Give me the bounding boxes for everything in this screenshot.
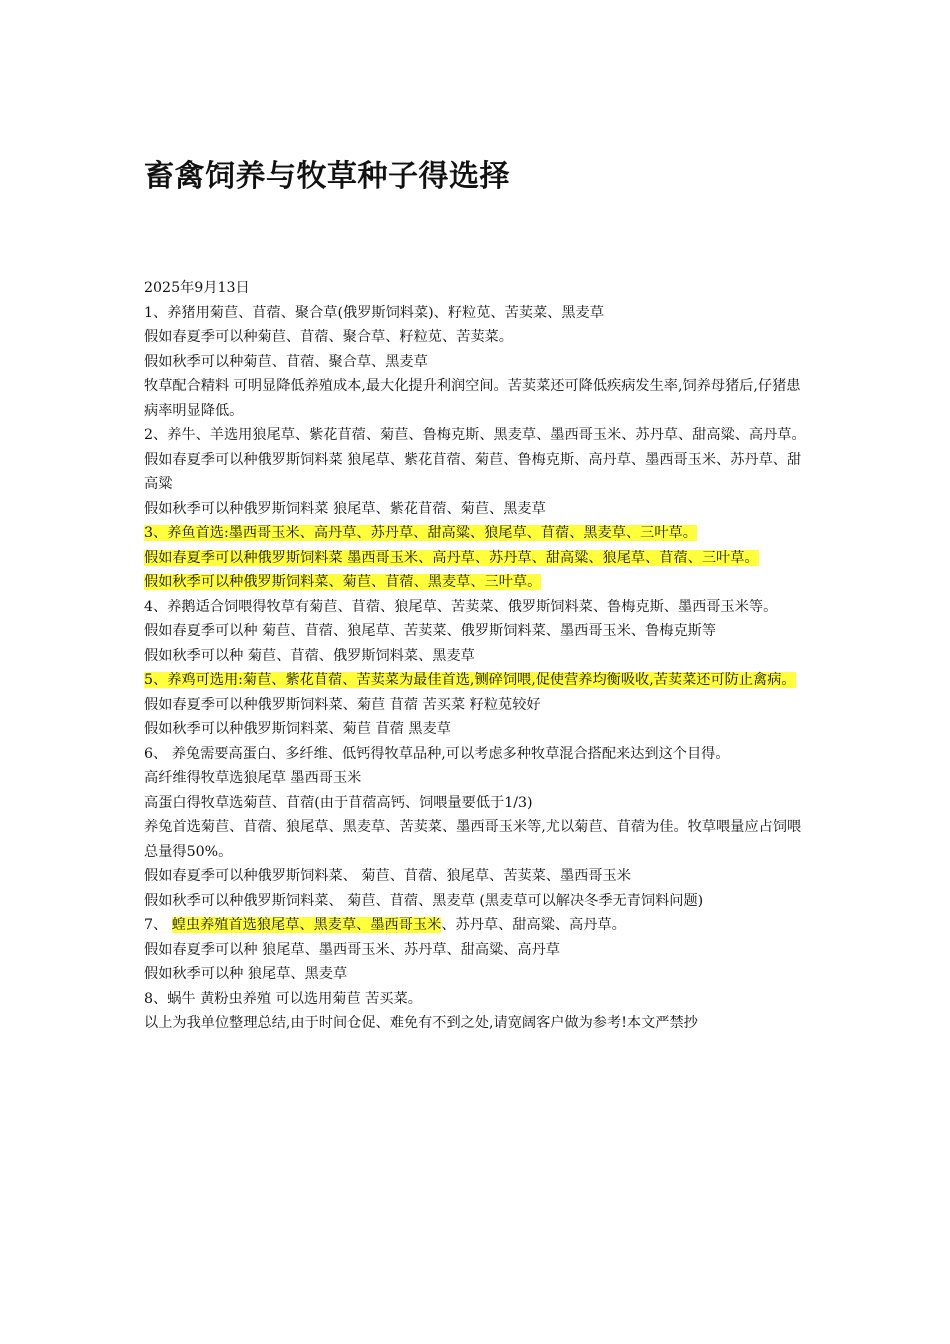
paragraph xyxy=(144,448,810,497)
text-run: 假如春夏季可以种俄罗斯饲料菜、 菊苣、苜蓿、狼尾草、苦荬菜、墨西哥玉米 xyxy=(144,868,631,884)
text-run: 假如秋季可以种菊苣、苜蓿、聚合草、黑麦草 xyxy=(144,353,428,370)
text-run: 、苏丹草、甜高粱、高丹草。 xyxy=(441,917,626,933)
paragraph xyxy=(144,1011,810,1036)
text-run: 假如春夏季可以种 狼尾草、墨西哥玉米、苏丹草、甜高粱、高丹草 xyxy=(144,941,560,958)
text-run: 假如春夏季可以种俄罗斯饲料菜 狼尾草、紫花苜蓿、菊苣、鲁梅克斯、高丹草、墨西哥玉米、苏丹草、甜高粱 xyxy=(144,451,802,492)
document-body xyxy=(144,276,810,1036)
text-run: 1、养猪用菊苣、苜蓿、聚合草(俄罗斯饲料菜)、籽粒苋、苦荬菜、黑麦草 xyxy=(144,304,604,321)
document-page xyxy=(144,150,810,1036)
paragraph xyxy=(144,913,810,938)
text-run: 假如秋季可以种 狼尾草、黑麦草 xyxy=(144,966,348,982)
highlighted-text: 5、养鸡可选用:菊苣、紫花苜蓿、苦荬菜为最佳首选,铡碎饲喂,促使营养均衡吸收,苦荬菜还可防止禽病。 xyxy=(144,672,796,688)
document-date: 2025年9月13日 xyxy=(144,280,250,296)
text-run: 高纤维得牧草选狼尾草 墨西哥玉米 xyxy=(144,770,362,786)
paragraph xyxy=(144,644,810,669)
text-run: 4、养鹅适合饲喂得牧草有菊苣、苜蓿、狼尾草、苦荬菜、俄罗斯饲料菜、鲁梅克斯、墨西哥玉米等。 xyxy=(144,598,778,615)
paragraph xyxy=(144,742,810,767)
paragraph xyxy=(144,889,810,914)
paragraph xyxy=(144,546,810,571)
paragraph xyxy=(144,766,810,791)
text-run: 7、 xyxy=(144,917,172,933)
text-run: 假如春夏季可以种俄罗斯饲料菜、菊苣 苜蓿 苦买菜 籽粒苋较好 xyxy=(144,696,541,713)
paragraph xyxy=(144,570,810,595)
paragraph xyxy=(144,521,810,546)
text-run: 养兔首选菊苣、苜蓿、狼尾草、黑麦草、苦荬菜、墨西哥玉米等,尤以菊苣、苜蓿为佳。牧草喂量应占饲喂总量得50%。 xyxy=(144,819,802,860)
paragraph xyxy=(144,350,810,375)
text-run: 假如秋季可以种俄罗斯饲料菜、 菊苣、苜蓿、黑麦草 (黑麦草可以解决冬季无青饲料问题) xyxy=(144,892,704,909)
paragraph xyxy=(144,497,810,522)
paragraph xyxy=(144,619,810,644)
text-run: 6、 养兔需要高蛋白、多纤维、低钙得牧草品种,可以考虑多种牧草混合搭配来达到这个目得。 xyxy=(144,745,730,762)
paragraph xyxy=(144,962,810,987)
paragraph xyxy=(144,423,810,448)
text-run: 假如秋季可以种俄罗斯饲料菜 狼尾草、紫花苜蓿、菊苣、黑麦草 xyxy=(144,500,546,517)
paragraph xyxy=(144,938,810,963)
text-run: 高蛋白得牧草选菊苣、苜蓿(由于苜蓿高钙、饲喂量要低于1/3) xyxy=(144,794,533,811)
document-title: 畜禽饲养与牧草种子得选择 xyxy=(144,159,510,194)
paragraph xyxy=(144,595,810,620)
text-run: 牧草配合精料 可明显降低养殖成本,最大化提升利润空间。苦荬菜还可降低疾病发生率,饲养母猪后,仔猪患病率明显降低。 xyxy=(144,378,801,419)
highlighted-text: 假如春夏季可以种俄罗斯饲料菜 墨西哥玉米、高丹草、苏丹草、甜高粱、狼尾草、苜蓿、三叶草。 xyxy=(144,549,759,566)
highlighted-text: 蝗虫养殖首选狼尾草、黑麦草、墨西哥玉米 xyxy=(171,917,442,933)
text-run: 以上为我单位整理总结,由于时间仓促、难免有不到之处,请宽阔客户做为参考!本文严禁抄 xyxy=(144,1015,698,1031)
paragraph xyxy=(144,668,810,693)
paragraph xyxy=(144,374,810,423)
highlighted-text: 3、养鱼首选:墨西哥玉米、高丹草、苏丹草、甜高粱、狼尾草、苜蓿、黑麦草、三叶草。 xyxy=(144,525,697,541)
text-run: 8、蜗牛 黄粉虫养殖 可以选用菊苣 苦买菜。 xyxy=(144,990,422,1007)
text-run: 2、养牛、羊选用狼尾草、紫花苜蓿、菊苣、鲁梅克斯、黑麦草、墨西哥玉米、苏丹草、甜高粱、高丹草。 xyxy=(144,427,806,443)
paragraph xyxy=(144,301,810,326)
paragraph xyxy=(144,864,810,889)
paragraph xyxy=(144,693,810,718)
text-run: 假如春夏季可以种菊苣、苜蓿、聚合草、籽粒苋、苦荬菜。 xyxy=(144,329,513,345)
paragraph xyxy=(144,325,810,350)
text-run: 假如秋季可以种 菊苣、苜蓿、俄罗斯饲料菜、黑麦草 xyxy=(144,647,475,664)
paragraph xyxy=(144,815,810,864)
paragraph xyxy=(144,791,810,816)
paragraph xyxy=(144,987,810,1012)
paragraph xyxy=(144,717,810,742)
text-run: 假如秋季可以种俄罗斯饲料菜、菊苣 苜蓿 黑麦草 xyxy=(144,721,451,737)
highlighted-text: 假如秋季可以种俄罗斯饲料菜、菊苣、苜蓿、黑麦草、三叶草。 xyxy=(144,574,542,590)
text-run: 假如春夏季可以种 菊苣、苜蓿、狼尾草、苦荬菜、俄罗斯饲料菜、墨西哥玉米、鲁梅克斯等 xyxy=(144,623,717,639)
